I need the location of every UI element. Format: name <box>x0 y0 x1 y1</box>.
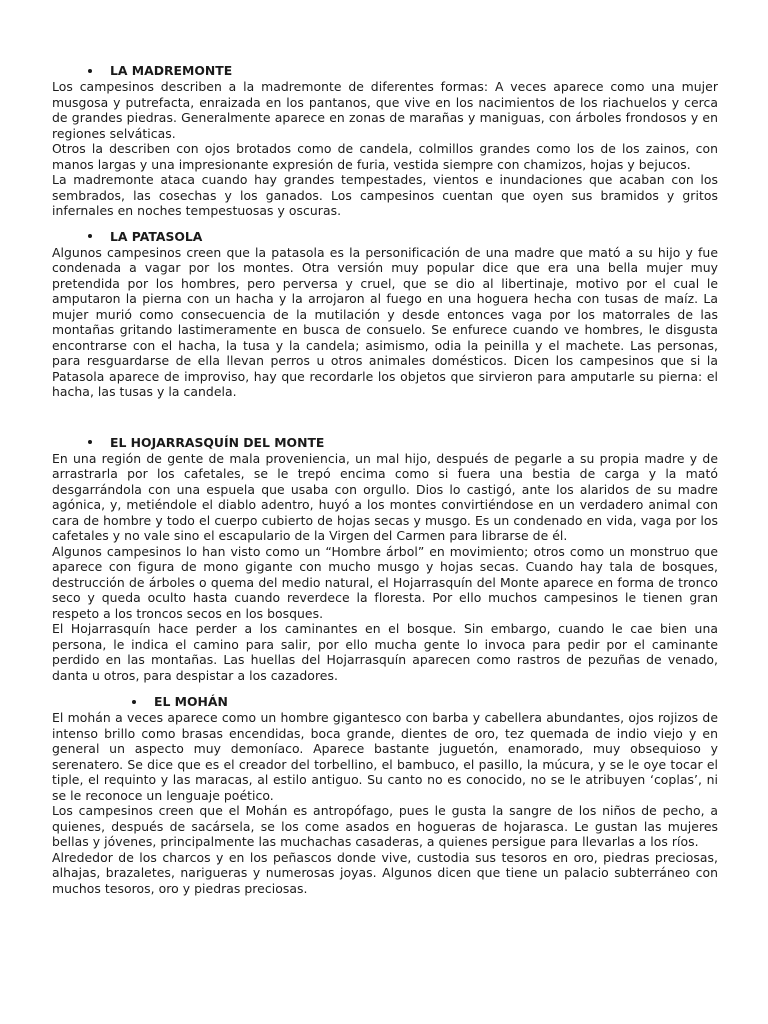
section-patasola <box>52 228 718 400</box>
paragraph: Alrededor de los charcos y en los peñascos donde vive, custodia sus tesoros en oro, piedras preciosas, alhajas, brazaletes, narigueras y numerosas joyas. Algunos dicen que tiene un palacio subterráneo con muchos tesoros, oro y piedras preciosas. <box>52 849 718 896</box>
section-heading <box>52 693 718 710</box>
heading-text: EL MOHÁN <box>154 694 228 709</box>
paragraph: Los campesinos creen que el Mohán es antropófago, pues le gusta la sangre de los niños de pecho, a quienes, después de sacársela, se los come asados en hogueras de hojarasca. Le gustan las mujeres bellas y jóvenes, principalmente las muchachas casaderas, a quienes persigue para llevarlas a los ríos. <box>52 803 718 849</box>
section-mohan <box>52 693 718 896</box>
bullet-icon <box>88 234 92 238</box>
paragraph: Algunos campesinos creen que la patasola es la personificación de una madre que mató a su hijo y fue condenada a vagar por los montes. Otra versión muy popular dice que era una bella mujer muy pretendida por los hombres, pero perversa y cruel, que se dio al libertinaje, motivo por el cual le amputaron la pierna con un hacha y la arrojaron al fuego en una hoguera hecha con tusas de maíz. La mujer murió como consecuencia de la mutilación y desde entonces vaga por los matorrales de las montañas gritando lastimeramente en busca de consuelo. Se enfurece cuando ve hombres, le disgusta encontrarse con el hacha, la tusa y la candela; asimismo, odia la peinilla y el machete. Las personas, para resguardarse de ella llevan perros u otros animales domésticos. Dicen los campesinos que si la Patasola aparece de improviso, hay que recordarle los objetos que sirvieron para amputarle su pierna: el hacha, las tusas y la candela. <box>52 244 718 399</box>
paragraph: Otros la describen con ojos brotados como de candela, colmillos grandes como los de los zainos, con manos largas y una impresionante expresión de furia, vestida siempre con chamizos, hojas y bejucos. <box>52 141 718 172</box>
heading-text: LA PATASOLA <box>110 228 203 244</box>
section-heading <box>52 434 718 451</box>
document-page <box>52 62 718 896</box>
bullet-icon <box>88 440 92 444</box>
paragraph: Algunos campesinos lo han visto como un “Hombre árbol” en movimiento; otros como un monstruo que aparece con figura de mono gigante con mucho musgo y hojas secas. Cuando hay tala de bosques, destrucción de árboles o quema del medio natural, el Hojarrasquín del Monte aparece en forma de tronco seco y queda oculto hasta cuando reverdece la floresta. Por ello muchos campesinos le tienen gran respeto a los troncos secos en los bosques. <box>52 543 718 621</box>
heading-text: LA MADREMONTE <box>110 63 233 78</box>
section-heading <box>52 62 718 79</box>
bullet-icon <box>88 69 92 73</box>
paragraph: El Hojarrasquín hace perder a los caminantes en el bosque. Sin embargo, cuando le cae bien una persona, le indica el camino para salir, por ello mucha gente lo invoca para pedir por el caminante perdido en las montañas. Las huellas del Hojarrasquín aparecen como rastros de pezuñas de venado, danta u otros, para despistar a los cazadores. <box>52 621 718 683</box>
paragraph: En una región de gente de mala proveniencia, un mal hijo, después de pegarle a su propia madre y de arrastrarla por los cafetales, se le trepó encima como si fuera una bestia de carga y la mató desgarrándola con una espuela que usaba con orgullo. Dios lo castigó, ante los alaridos de su madre agónica, y, metiéndole el diablo adentro, huyó a los montes convirtiéndose en un verdadero animal con cara de hombre y todo el cuerpo cubierto de hojas secas y musgo. Es un condenado en vida, vaga por los cafetales y no vale sino el escapulario de la Virgen del Carmen para librarse de él. <box>52 450 718 543</box>
paragraph: El mohán a veces aparece como un hombre gigantesco con barba y cabellera abundantes, ojos rojizos de intenso brillo como brasas encendidas, boca grande, dientes de oro, tez quemada de indio viejo y en general un aspecto muy demoníaco. Aparece bastante juguetón, enamorado, muy obsequioso y serenatero. Se dice que es el creador del torbellino, el bambuco, el pasillo, la múcura, y se le oye tocar el tiple, el requinto y las maracas, al estilo antiguo. Su canto no es conocido, no se le atribuyen ‘coplas’, ni se le reconoce un lenguaje poético. <box>52 710 718 803</box>
section-heading <box>52 228 718 245</box>
section-hojarrasquin <box>52 434 718 684</box>
heading-text: EL HOJARRASQUÍN DEL MONTE <box>110 434 325 450</box>
section-madremonte <box>52 62 718 219</box>
paragraph: La madremonte ataca cuando hay grandes tempestades, vientos e inundaciones que acaban con los sembrados, las cosechas y los ganados. Los campesinos cuentan que oyen sus bramidos y gritos infernales en noches tempestuosas y oscuras. <box>52 172 718 218</box>
paragraph: Los campesinos describen a la madremonte de diferentes formas: A veces aparece como una mujer musgosa y putrefacta, enraizada en los pantanos, que vive en los nacimientos de los riachuelos y cerca de grandes piedras. Generalmente aparece en zonas de marañas y maniguas, con árboles frondosos y en regiones selváticas. <box>52 79 718 141</box>
bullet-icon <box>132 700 136 704</box>
